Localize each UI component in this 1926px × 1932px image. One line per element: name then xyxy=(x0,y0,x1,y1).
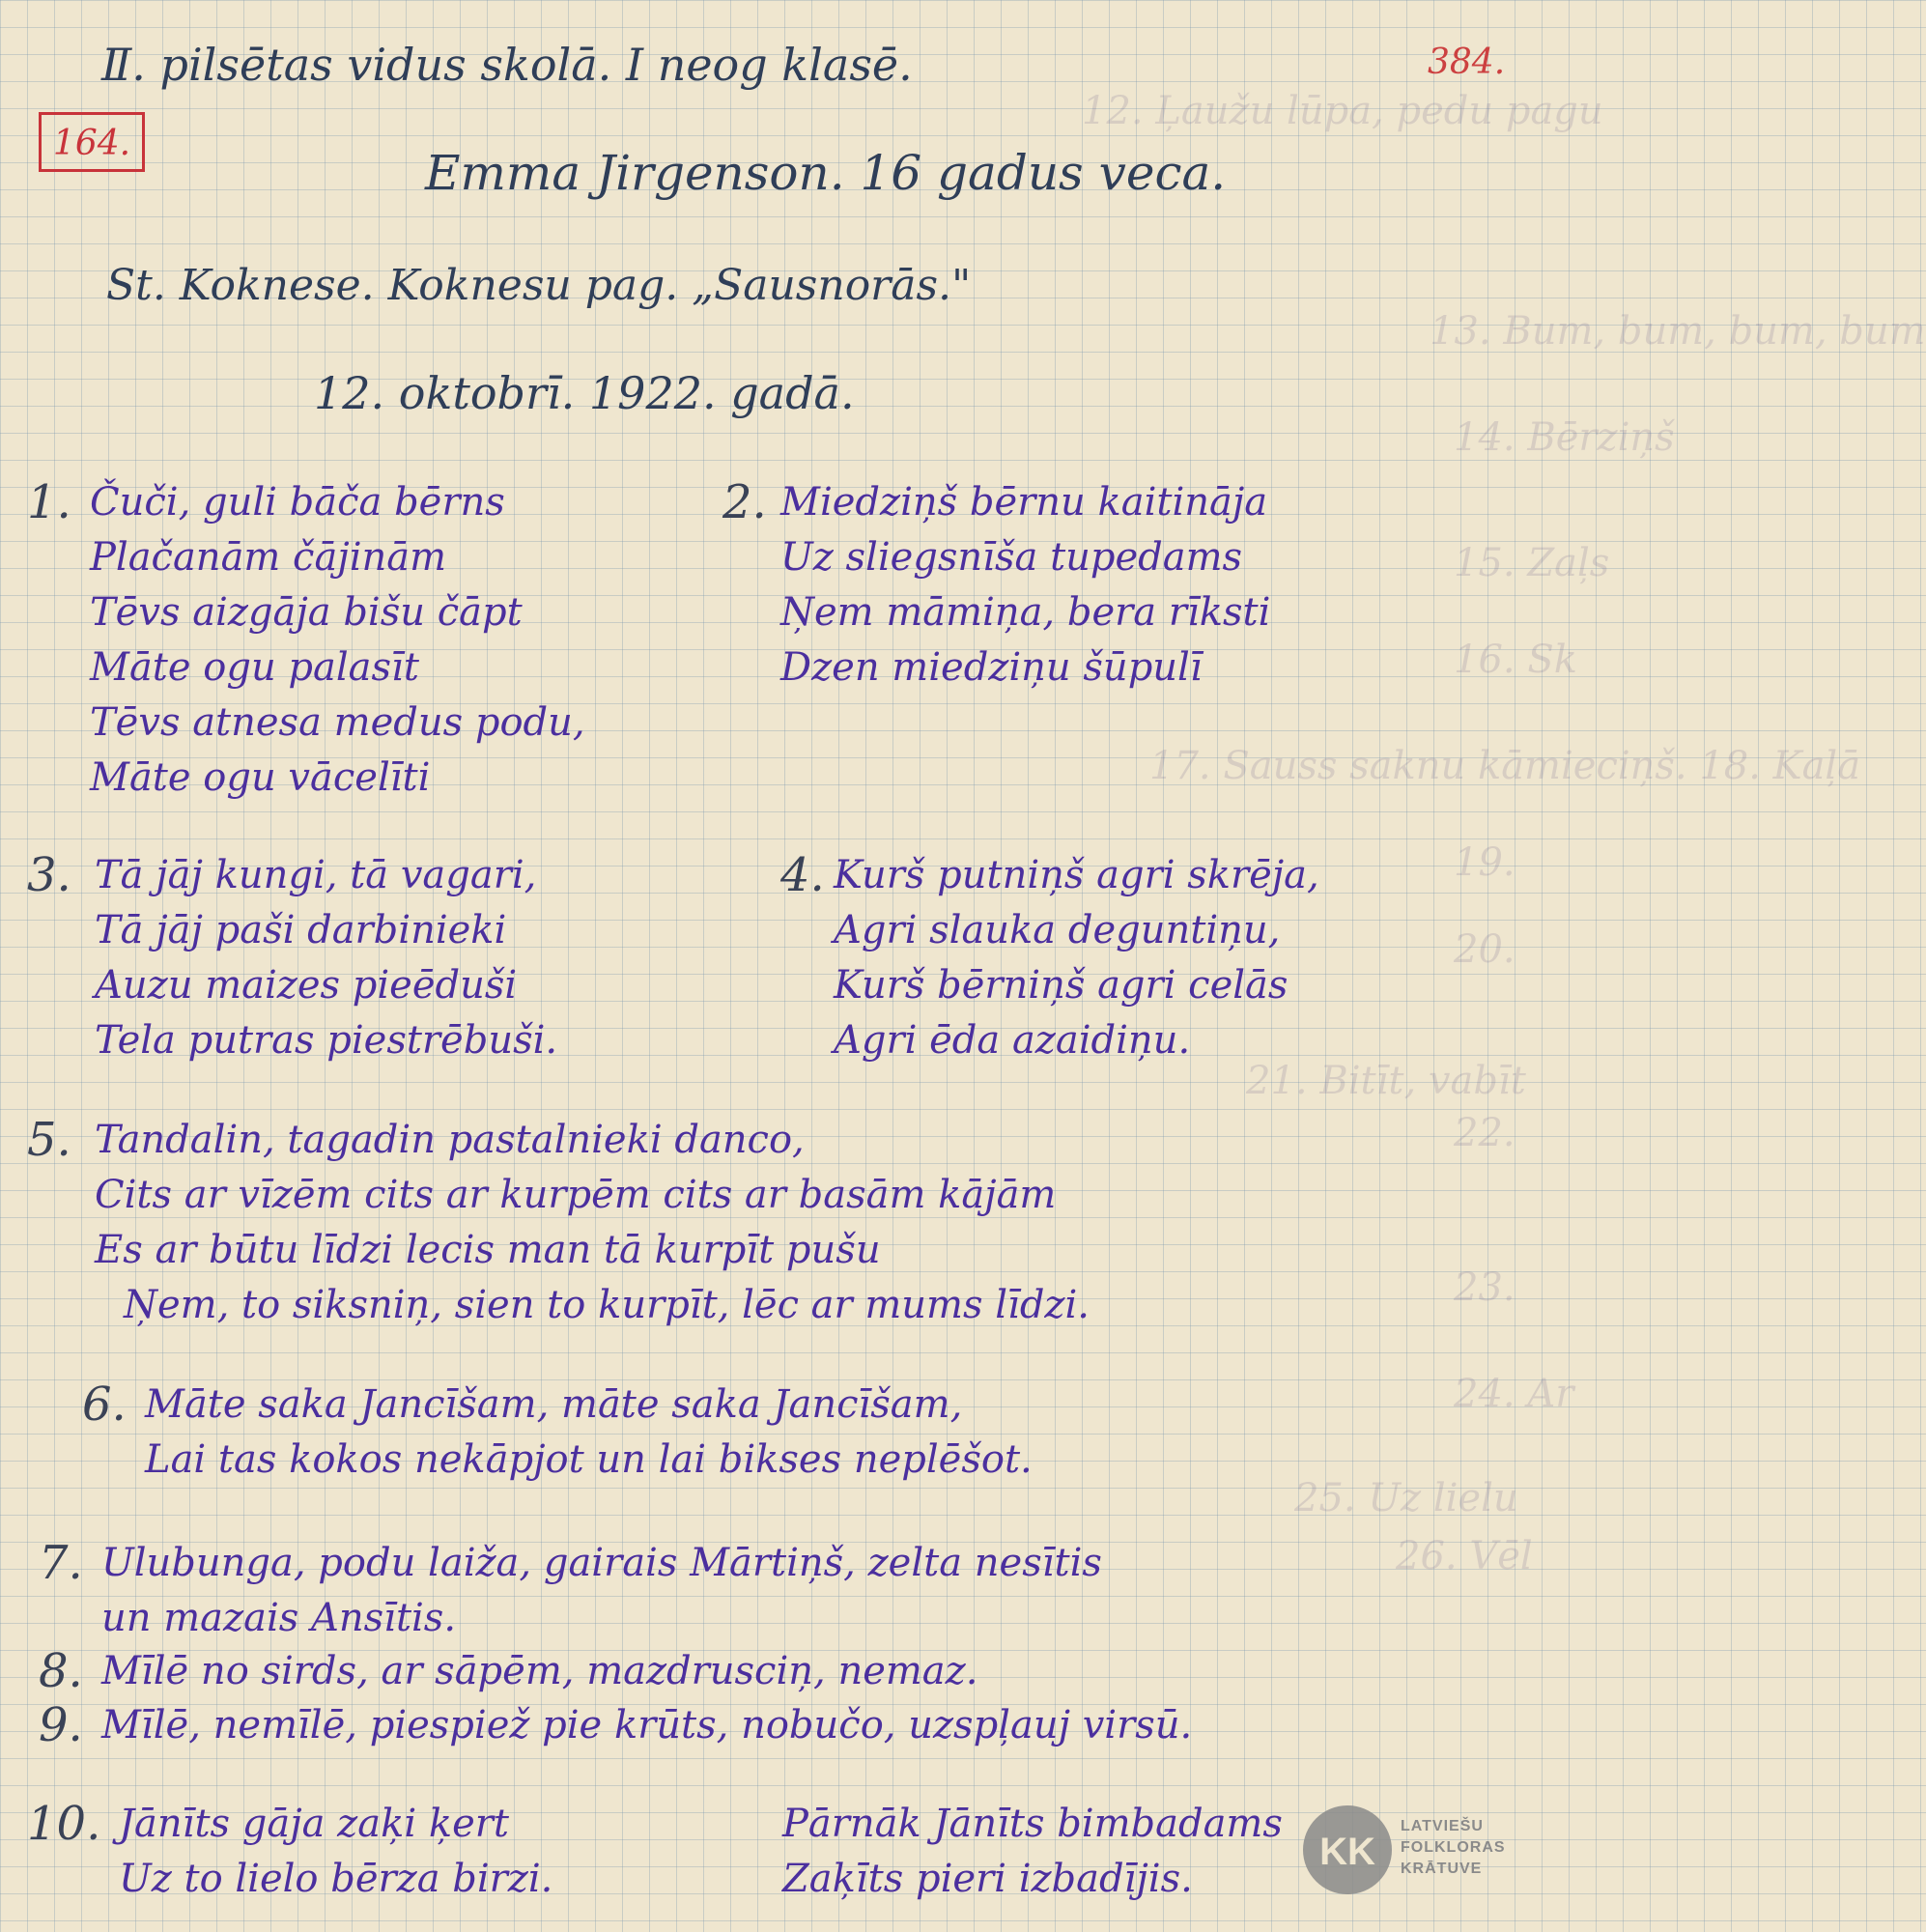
lfk-logo-icon xyxy=(1299,1797,1396,1903)
verse-line: Agri slauka deguntiņu, xyxy=(834,908,1281,952)
verse-line: Māte saka Jancīšam, māte saka Jancīšam, xyxy=(145,1382,963,1427)
bleed-through-6: 17. Sauss saknu kāmieciņš. 18. Kaļā xyxy=(1149,744,1861,788)
bleed-through-2: 13. Bum, bum, bum, bum xyxy=(1430,309,1926,354)
verse-line: Jānīts gāja zaķi ķert xyxy=(119,1802,509,1846)
verse-line: Uz sliegsnīša tupedams xyxy=(780,535,1243,580)
logo-text-1: LATVIEŠU xyxy=(1401,1818,1484,1834)
verse-number: 2. xyxy=(722,475,767,529)
bleed-through-12: 24. Ar xyxy=(1454,1372,1574,1416)
verse-line: Ņem māmiņa, bera rīksti xyxy=(780,590,1271,635)
verse-number: 4. xyxy=(780,848,825,902)
bleed-through-7: 19. xyxy=(1454,840,1515,885)
logo-text-2: FOLKLORAS xyxy=(1401,1839,1506,1856)
verse-line: Es ar būtu līdzi lecis man tā kurpīt pušu xyxy=(95,1228,881,1272)
verse-line: Māte ogu palasīt xyxy=(90,645,419,690)
bleed-through-9: 21. Bitīt, vabīt xyxy=(1246,1059,1526,1103)
logo-text-3: KRĀTUVE xyxy=(1401,1861,1483,1877)
verse-line: Tandalin, tagadin pastalnieki danco, xyxy=(95,1118,805,1162)
verse-number: 7. xyxy=(39,1536,83,1590)
verse-line: Dzen miedziņu šūpulī xyxy=(780,645,1203,690)
verse-number: 5. xyxy=(27,1113,71,1167)
verse-number: 6. xyxy=(82,1378,127,1432)
bleed-through-3: 14. Bērziņš xyxy=(1454,415,1675,460)
verse-line: Mīlē no sirds, ar sāpēm, mazdrusciņ, nemaz. xyxy=(101,1649,978,1693)
verse-line: Tā jāj paši darbinieki xyxy=(95,908,507,952)
place-line: St. Koknese. Koknesu pag. „Sausnorās." xyxy=(106,261,972,310)
verse-line: Lai tas kokos nekāpjot un lai bikses neplēšot. xyxy=(145,1437,1033,1482)
verse-line: Auzu maizes pieēduši xyxy=(95,963,518,1008)
verse-line: Kurš bērniņš agri celās xyxy=(834,963,1289,1008)
verse-line: Tēvs atnesa medus podu, xyxy=(90,700,585,745)
archive-logo xyxy=(1299,1797,1507,1903)
verse-number: 10. xyxy=(27,1797,101,1851)
verse-line: Mīlē, nemīlē, piespiež pie krūts, nobučo, uzspļauj virsū. xyxy=(101,1703,1193,1747)
verse-line: Miedziņš bērnu kaitināja xyxy=(780,480,1268,525)
page-number: 384. xyxy=(1428,43,1506,82)
date-line: 12. oktobrī. 1922. gadā. xyxy=(314,367,855,419)
verse-number: 9. xyxy=(39,1698,83,1752)
bleed-through-5: 16. Sk xyxy=(1454,638,1577,682)
bleed-through-11: 23. xyxy=(1454,1265,1515,1310)
verse-line: Tā jāj kungi, tā vagari, xyxy=(95,853,537,897)
verse-line: Plačanām čājinām xyxy=(90,535,447,580)
verse-line: Māte ogu vācelīti xyxy=(90,755,431,800)
verse-line: Kurš putniņš agri skrēja, xyxy=(834,853,1319,897)
svg-text:KK: KK xyxy=(1319,1831,1375,1873)
verse-line: un mazais Ansītis. xyxy=(101,1596,457,1640)
verse-number: 1. xyxy=(27,475,71,529)
bleed-through-4: 15. Zaļs xyxy=(1454,541,1610,585)
verse-line: Zaķīts pieri izbadījis. xyxy=(782,1857,1193,1901)
verse-line: Tela putras piestrēbuši. xyxy=(95,1018,558,1063)
bleed-through-8: 20. xyxy=(1454,927,1515,972)
verse-line: Cits ar vīzēm cits ar kurpēm cits ar basām kājām xyxy=(95,1173,1057,1217)
bleed-through-14: 26. Vēl xyxy=(1396,1534,1533,1578)
record-number-box: 164. xyxy=(39,112,145,172)
verse-line: Agri ēda azaidiņu. xyxy=(834,1018,1191,1063)
verse-number: 8. xyxy=(39,1644,83,1698)
verse-line: Čuči, guli bāča bērns xyxy=(90,480,505,525)
collector-name-line: Emma Jirgenson. 16 gadus veca. xyxy=(425,145,1227,201)
verse-line: Uz to lielo bērza birzi. xyxy=(119,1857,553,1901)
verse-line: Pārnāk Jānīts bimbadams xyxy=(782,1802,1283,1846)
bleed-through-13: 25. Uz lielu xyxy=(1294,1476,1518,1520)
verse-line: Ulubunga, podu laiža, gairais Mārtiņš, zelta nesītis xyxy=(101,1541,1102,1585)
verse-number: 3. xyxy=(27,848,71,902)
school-line: Ⅱ. pilsētas vidus skolā. Ⅰ neog klasē. xyxy=(101,39,913,91)
verse-line: Tēvs aizgāja bišu čāpt xyxy=(90,590,523,635)
bleed-through-10: 22. xyxy=(1454,1111,1515,1155)
verse-line: Ņem, to siksniņ, sien to kurpīt, lēc ar mums līdzi. xyxy=(124,1283,1090,1327)
bleed-through-1: 12. Ļaužu lūpa, pedu pagu xyxy=(1082,89,1603,133)
